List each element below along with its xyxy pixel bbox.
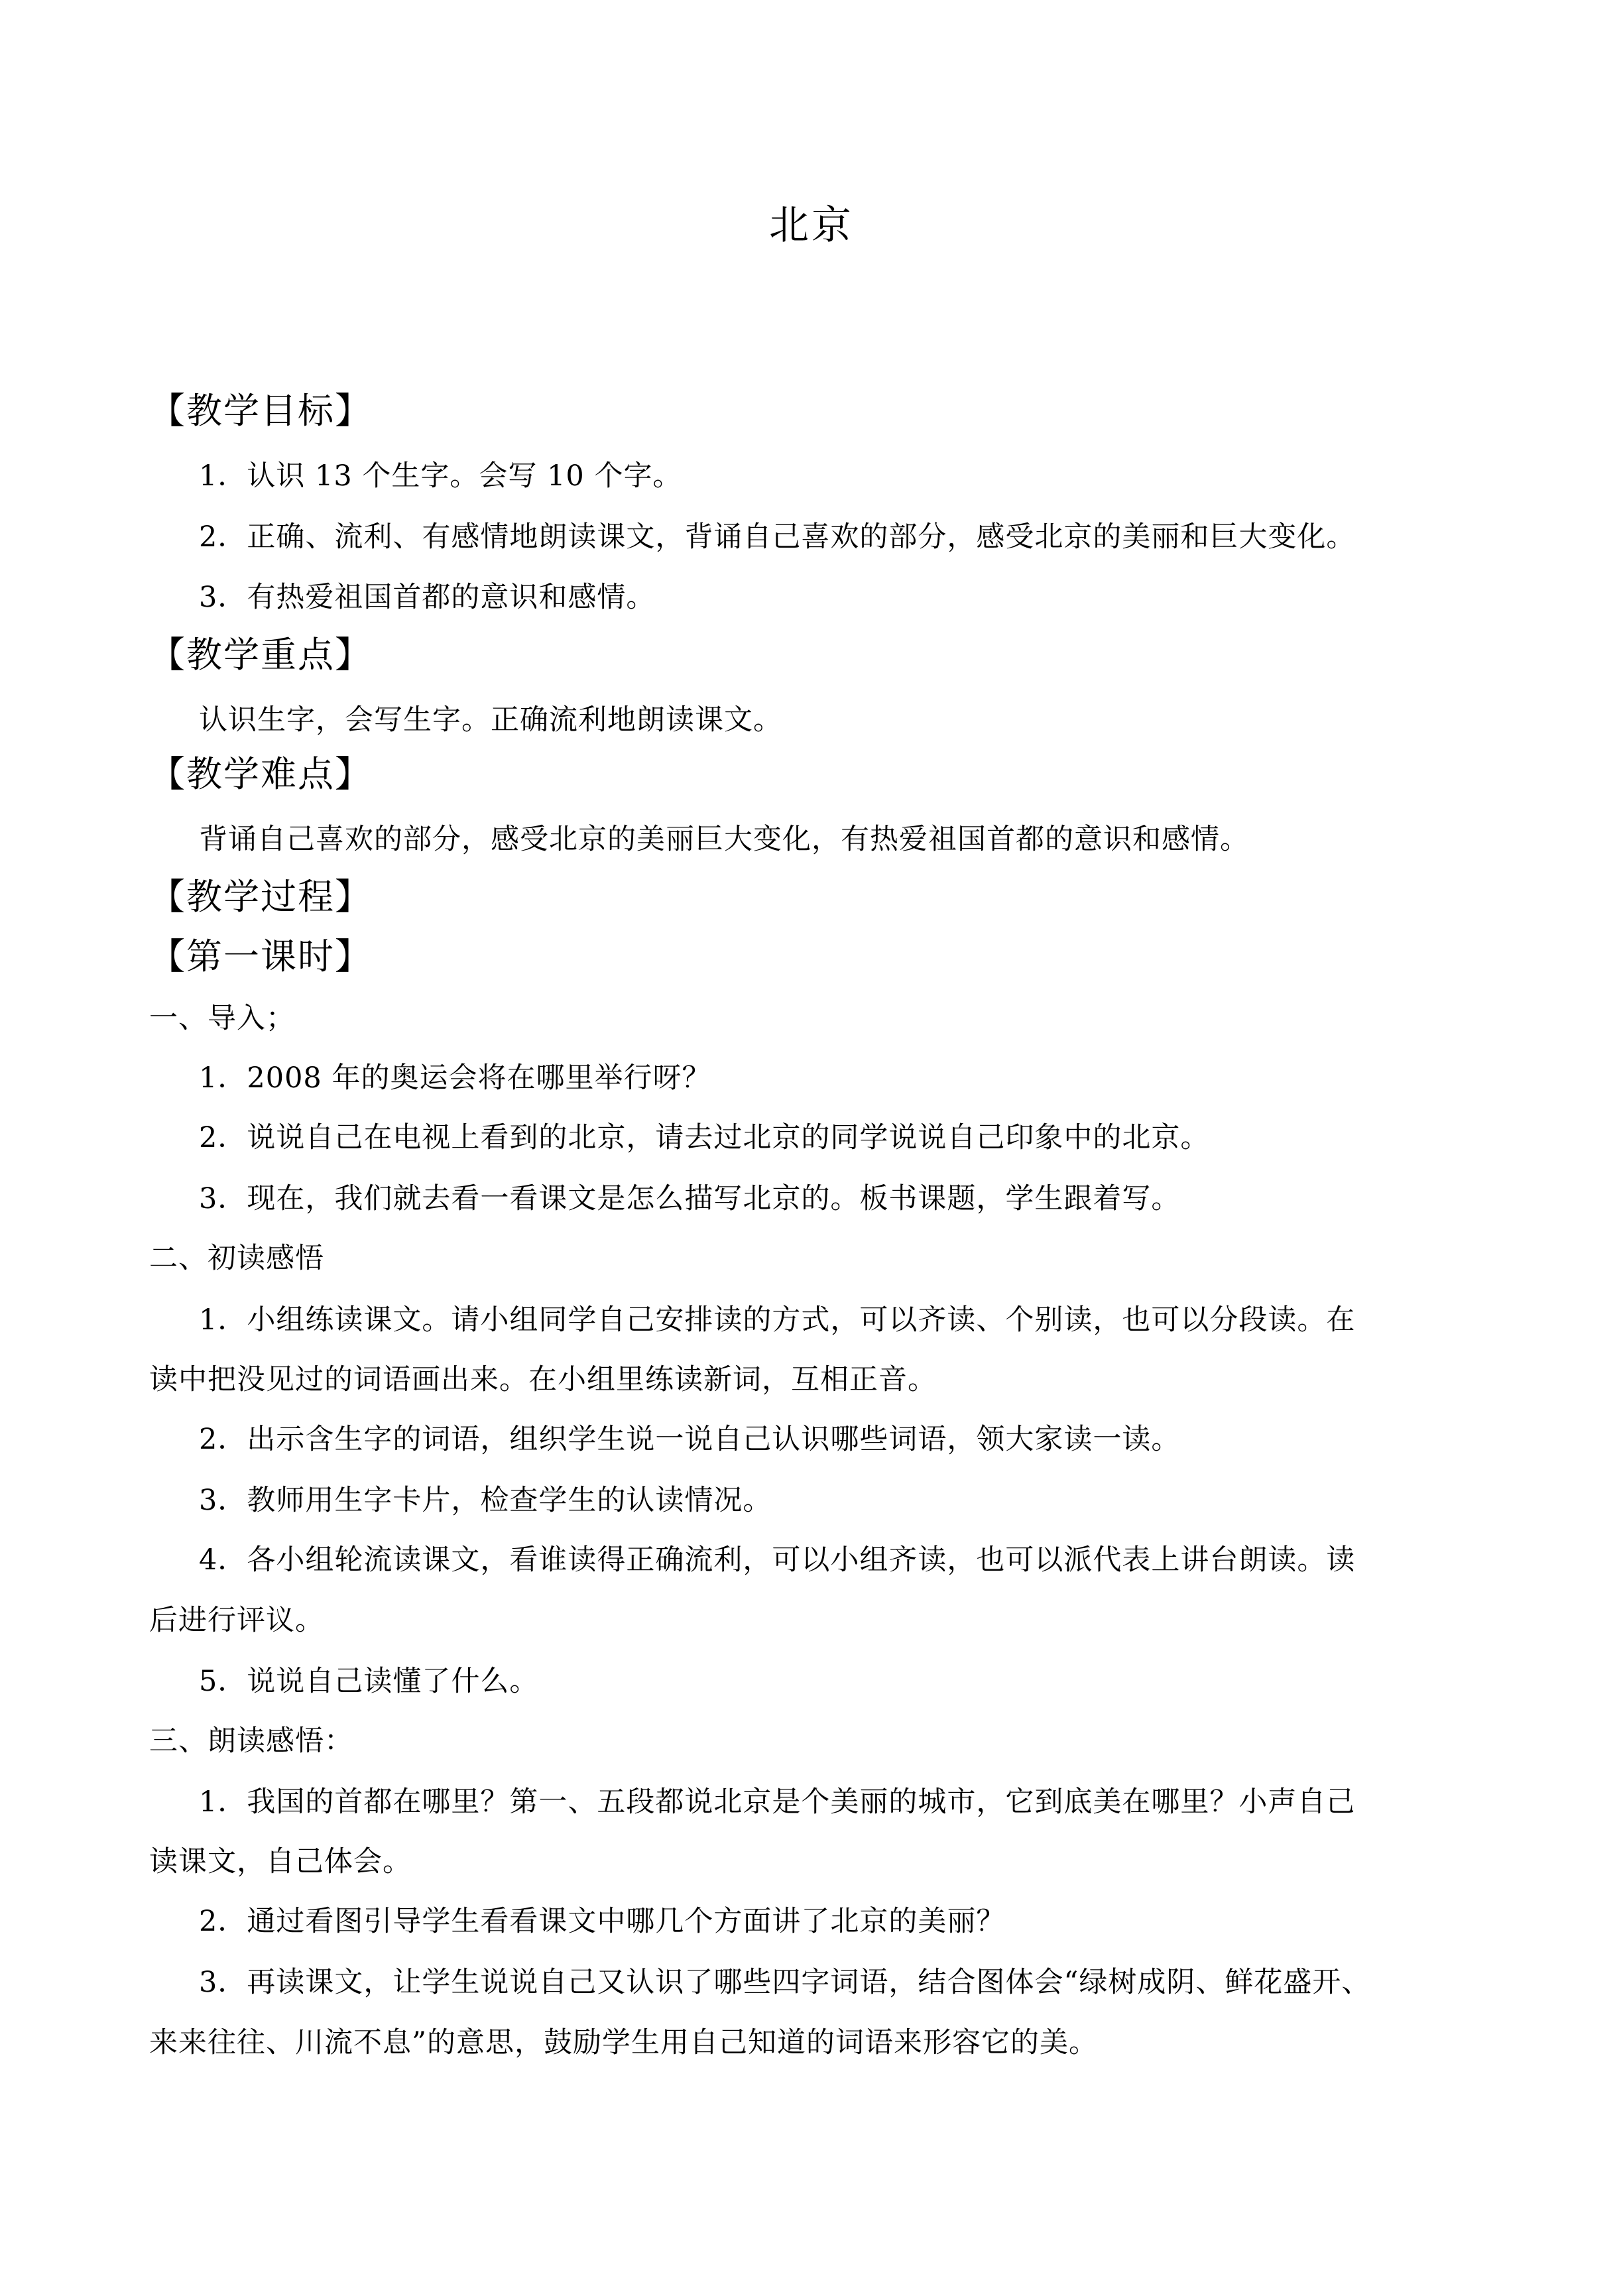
section-heading-first-lesson: 【第一课时】 <box>149 936 372 977</box>
subsection-heading: 一、导入； <box>149 1002 295 1035</box>
section-heading-key-points: 【教学重点】 <box>149 634 372 676</box>
section-heading-process: 【教学过程】 <box>149 876 372 918</box>
paragraph-line: 读课文，自己体会。 <box>149 1845 412 1878</box>
section-heading-objectives: 【教学目标】 <box>149 390 372 432</box>
paragraph-line: 认识生字，会写生字。正确流利地朗读课文。 <box>199 703 782 737</box>
paragraph-line: 3．有热爱祖国首都的意识和感情。 <box>199 581 656 614</box>
paragraph-line: 5．说说自己读懂了什么。 <box>199 1665 539 1698</box>
paragraph-line: 背诵自己喜欢的部分，感受北京的美丽巨大变化，有热爱祖国首都的意识和感情。 <box>199 823 1249 856</box>
paragraph-line: 2．通过看图引导学生看看课文中哪几个方面讲了北京的美丽？ <box>199 1905 1006 1938</box>
paragraph-line: 3．教师用生字卡片，检查学生的认读情况。 <box>199 1484 772 1517</box>
paragraph-line: 1．小组练读课文。请小组同学自己安排读的方式，可以齐读、个别读，也可以分段读。在 <box>199 1303 1356 1337</box>
subsection-heading: 二、初读感悟 <box>149 1242 324 1275</box>
paragraph-line: 读中把没见过的词语画出来。在小组里练读新词，互相正音。 <box>149 1363 937 1396</box>
paragraph-line: 3．再读课文，让学生说说自己又认识了哪些四字词语，结合图体会“绿树成阴、鲜花盛开、 <box>199 1966 1371 1999</box>
paragraph-line: 3．现在，我们就去看一看课文是怎么描写北京的。板书课题，学生跟着写。 <box>199 1182 1181 1215</box>
subsection-heading: 三、朗读感悟： <box>149 1724 353 1758</box>
paragraph-line: 1．我国的首都在哪里？第一、五段都说北京是个美丽的城市，它到底美在哪里？小声自己 <box>199 1785 1356 1819</box>
document-title: 北京 <box>769 202 854 249</box>
paragraph-line: 4．各小组轮流读课文，看谁读得正确流利，可以小组齐读，也可以派代表上讲台朗读。读 <box>199 1543 1356 1577</box>
paragraph-line: 1．认识 13 个生字。会写 10 个字。 <box>199 459 682 493</box>
paragraph-line: 2．出示含生字的词语，组织学生说一说自己认识哪些词语，领大家读一读。 <box>199 1423 1181 1456</box>
paragraph-line: 来来往往、川流不息”的意思，鼓励学生用自己知道的词语来形容它的美。 <box>149 2026 1098 2059</box>
section-heading-difficulties: 【教学难点】 <box>149 753 372 795</box>
paragraph-line: 1．2008 年的奥运会将在哪里举行呀？ <box>199 1061 711 1095</box>
paragraph-line: 后进行评议。 <box>149 1604 324 1637</box>
paragraph-line: 2．正确、流利、有感情地朗读课文，背诵自己喜欢的部分，感受北京的美丽和巨大变化。 <box>199 520 1356 554</box>
paragraph-line: 2．说说自己在电视上看到的北京，请去过北京的同学说说自己印象中的北京。 <box>199 1121 1210 1154</box>
